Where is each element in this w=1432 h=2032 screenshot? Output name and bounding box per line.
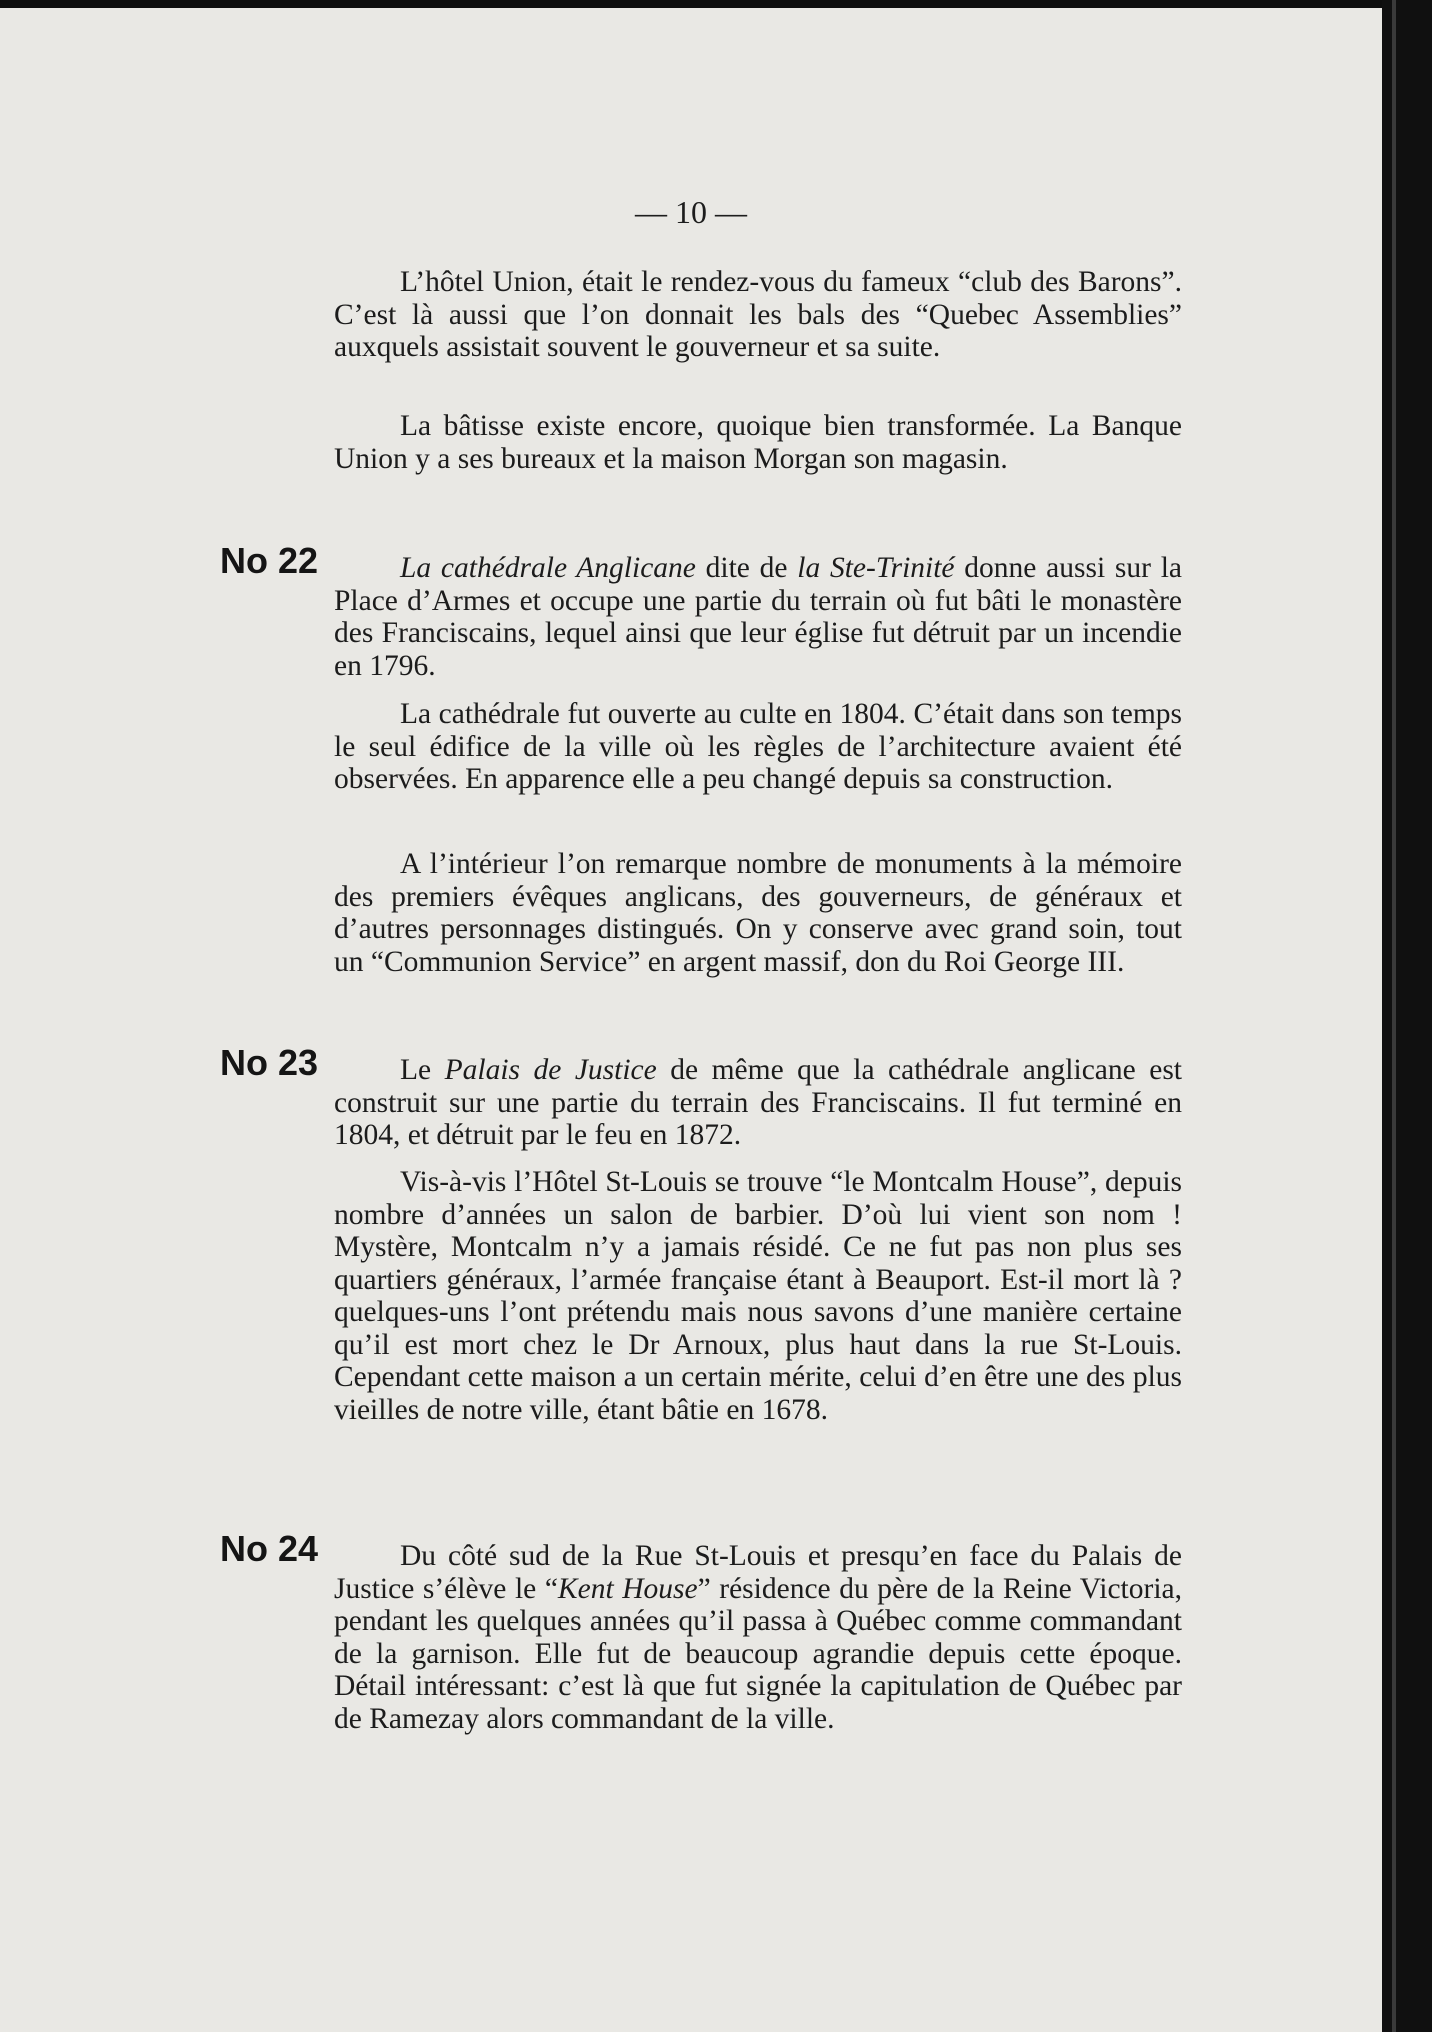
text-run: de même que la cathédrale anglicane est construit sur une partie du terrain des Franciscains. Il fut terminé en 1804, et détruit par le feu en 1872. bbox=[334, 1054, 1182, 1151]
text-run: La cathédrale fut ouverte au culte en 1804. C’était dans son temps le seul édifice de la ville où les règles de l’architecture avaient été observées. En apparence elle a peu changé depuis sa construction. bbox=[334, 698, 1182, 795]
text-run: A l’intérieur l’on remarque nombre de monuments à la mémoire des premiers évêques anglicans, des gouverneurs, de généraux et d’autres personnages distingués. On y conserve avec grand soin, tout un “Communion Service” en argent massif, don du Roi George III. bbox=[334, 848, 1182, 978]
book-spine-line bbox=[1392, 0, 1396, 2032]
italic-run: Kent House bbox=[557, 1572, 698, 1605]
italic-run: la Ste-Trinité bbox=[797, 552, 955, 584]
entry-23-paragraph-2 bbox=[334, 1166, 1182, 1426]
text-run: dite de bbox=[695, 552, 798, 584]
entry-23-paragraph-1 bbox=[334, 1054, 1182, 1152]
italic-run: Palais de Justice bbox=[444, 1054, 657, 1086]
entry-label-24: No 24 bbox=[220, 1528, 319, 1569]
page-number: — 10 — bbox=[635, 194, 747, 230]
italic-run: La cathédrale Anglicane bbox=[400, 552, 696, 584]
paper-page bbox=[0, 8, 1385, 2032]
entry-24-paragraph-1 bbox=[334, 1540, 1182, 1735]
entry-label-22: No 22 bbox=[220, 540, 319, 581]
entry-22-paragraph-1 bbox=[334, 552, 1182, 682]
text-run: Vis-à-vis l’Hôtel St-Louis se trouve “le Montcalm House”, depuis nombre d’années un salon de barbier. D’où lui vient son nom ! Mystère, Montcalm n’y a jamais résidé. Ce ne fut pas non plus ses quartiers généraux, l’armée française étant à Beauport. Est-il mort là ? quelques-uns l’ont prétendu mais nous savons d’une manière certaine qu’il est mort chez le Dr Arnoux, plus haut dans la rue St-Louis. Cependant cette maison a un certain mérite, celui d’en être une des plus vieilles de notre ville, étant bâtie en 1678. bbox=[334, 1166, 1182, 1426]
entry-22-paragraph-2 bbox=[334, 698, 1182, 796]
intro-paragraph-2: La bâtisse existe encore, quoique bien transformée. La Banque Union y a ses bureaux et la maison Morgan son magasin. bbox=[334, 410, 1182, 475]
text-run: Le bbox=[400, 1054, 445, 1086]
text-run: ” résidence du père de la Reine Victoria, pendant les quelques années qu’il passa à Québec comme commandant de la garnison. Elle fut de beaucoup agrandie depuis cette époque. Détail intéressant: c’est là que fut signée la capitulation de Québec par de Ramezay alors commandant de la ville. bbox=[334, 1572, 1182, 1735]
text-run: donne aussi sur la Place d’Armes et occupe une partie du terrain où fut bâti le monastère des Franciscains, lequel ainsi que leur église fut détruit par un incendie en 1796. bbox=[334, 552, 1182, 682]
text-run: Du côté sud de la Rue St-Louis et presqu’en face du Palais de Justice s’élève le “ bbox=[334, 1540, 1182, 1605]
scan-right-edge bbox=[1382, 0, 1432, 2032]
intro-paragraph-1: L’hôtel Union, était le rendez-vous du fameux “club des Barons”. C’est là aussi que l’on donnait les bals des “Quebec Assemblies” auxquels assistait souvent le gouverneur et sa suite. bbox=[334, 266, 1182, 363]
scan-top-edge bbox=[0, 0, 1432, 8]
entry-22-paragraph-3 bbox=[334, 848, 1182, 978]
entry-label-23: No 23 bbox=[220, 1042, 319, 1083]
